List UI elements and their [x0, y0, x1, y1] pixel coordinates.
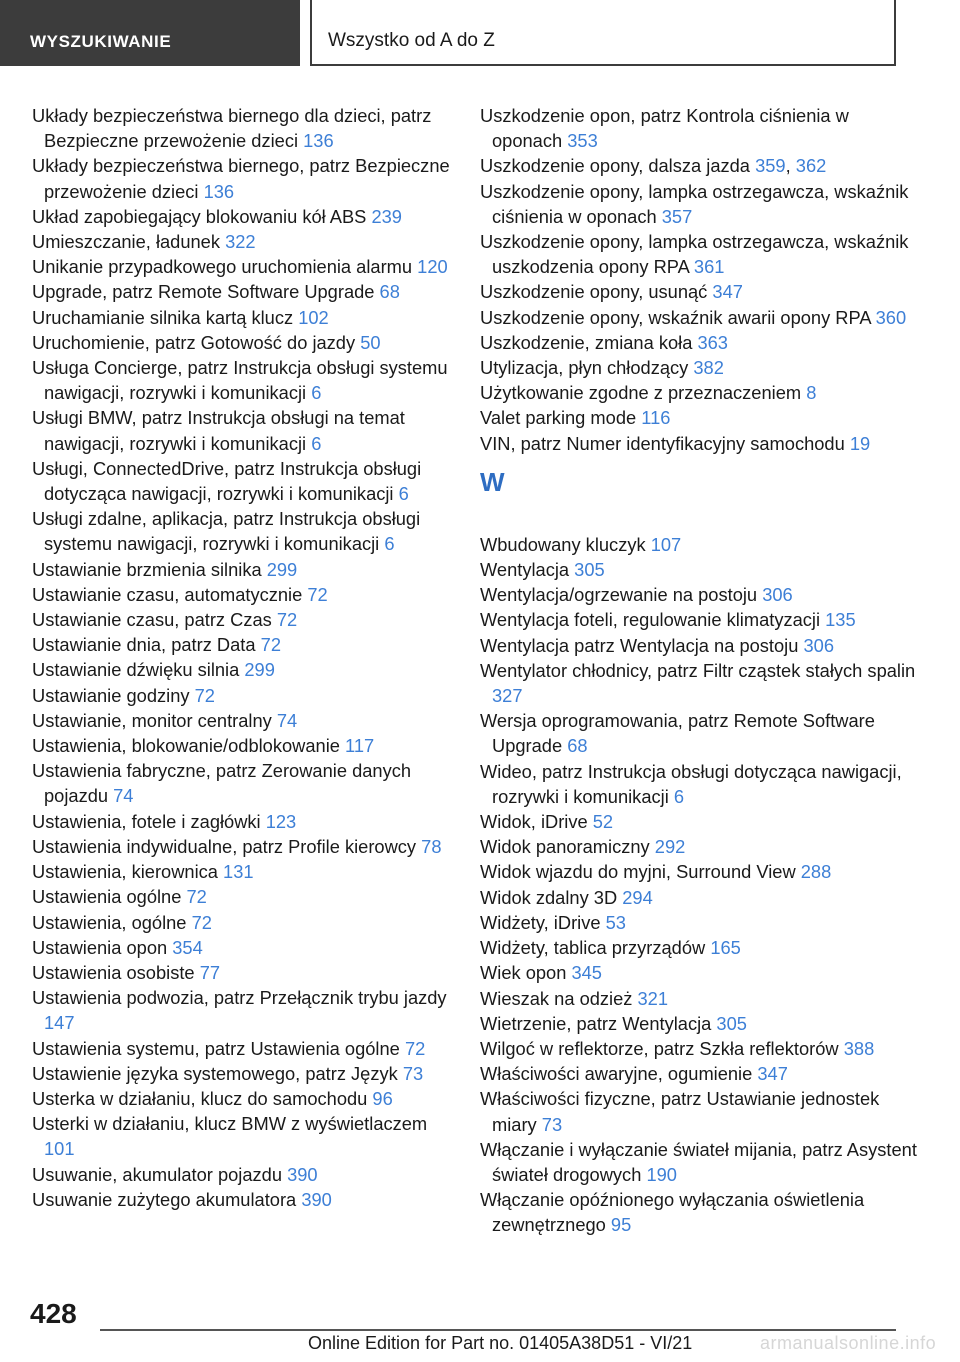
index-entry — [32, 1061, 462, 1086]
index-entry — [480, 1086, 920, 1136]
page-ref-link[interactable]: 72 — [186, 886, 207, 908]
page-ref-link[interactable]: 135 — [825, 609, 856, 631]
index-group-w — [480, 532, 920, 1238]
page-ref-link[interactable]: 305 — [574, 559, 605, 581]
index-entry-text: Wentylator chłodnicy, patrz Filtr cząstek stałych spalin — [480, 659, 916, 681]
index-entry-text: Unikanie przypadkowego uruchomienia alarmu — [32, 256, 413, 278]
page-ref-link[interactable]: 361 — [693, 256, 725, 278]
index-entry — [480, 1011, 920, 1036]
page-ref-link[interactable]: 136 — [203, 180, 235, 202]
index-entry — [480, 279, 920, 304]
index-entry — [32, 632, 462, 657]
index-entry — [480, 380, 920, 405]
index-entry-text: Ustawienia, kierownica — [32, 861, 218, 883]
index-entry-text: Wieszak na odzież — [480, 987, 633, 1009]
index-entry-text: Ustawienia, ogólne — [32, 911, 187, 933]
index-entry — [480, 153, 920, 178]
index-entry-text: Układ zapobiegający blokowaniu kół ABS — [32, 205, 367, 227]
page-ref-link[interactable]: 299 — [244, 659, 275, 681]
index-entry — [32, 657, 462, 682]
index-entry — [480, 229, 920, 279]
index-entry-text: Widok, iDrive — [480, 811, 588, 833]
page-ref-link[interactable]: 363 — [697, 331, 728, 353]
edition-info: Online Edition for Part no. 01405A38D51 - VI/21 — [308, 1333, 693, 1353]
page-ref-link[interactable]: 321 — [637, 987, 669, 1009]
index-entry-text: Valet parking mode — [480, 407, 637, 429]
index-entry-text: Ustawienia osobiste — [32, 961, 195, 983]
index-column-left — [32, 103, 462, 1212]
index-entry — [480, 658, 920, 708]
index-entry-text: Układy bezpieczeństwa biernego, patrz Bezpieczne przewożenie dzieci — [32, 155, 450, 202]
page-ref-link[interactable]: 239 — [371, 205, 402, 227]
page-ref-link[interactable]: 292 — [654, 836, 686, 858]
index-entry-text: Uszkodzenie opony, lampka ostrzegawcza, wskaźnik uszkodzenia opony RPA — [480, 231, 909, 278]
index-entry — [32, 884, 462, 909]
index-entry-text: Upgrade, patrz Remote Software Upgrade — [32, 281, 375, 303]
index-entry — [480, 557, 920, 582]
index-entry-text: VIN, patrz Numer identyfikacyjny samochodu — [480, 432, 845, 454]
chapter-title: Wszystko od A do Z — [310, 0, 896, 66]
index-entry — [32, 204, 462, 229]
index-entry — [32, 456, 462, 506]
page-ref-link[interactable]: 19 — [849, 432, 871, 454]
index-entry-text: Wietrzenie, patrz Wentylacja — [480, 1012, 712, 1034]
index-entry-text: Wentylacja foteli, regulowanie klimatyzacji — [480, 609, 821, 631]
page-ref-link[interactable]: 294 — [622, 886, 653, 908]
index-entry — [480, 986, 920, 1011]
page-ref-link[interactable]: 382 — [693, 357, 724, 379]
page-ref-link[interactable]: 78 — [421, 835, 442, 857]
index-entry — [32, 557, 462, 582]
index-entry-text: Ustawienia, blokowanie/odblokowanie — [32, 735, 340, 757]
index-entry-text: Wersja oprogramowania, patrz Remote Software Upgrade — [480, 710, 875, 757]
index-entry — [32, 103, 462, 153]
footer-divider — [100, 1329, 896, 1331]
page-ref-link[interactable]: 6 — [398, 483, 409, 505]
index-entry — [480, 431, 920, 456]
page-ref-link[interactable]: 388 — [843, 1037, 875, 1059]
index-entry-text: Widok zdalny 3D — [480, 886, 618, 908]
page-ref-link[interactable]: 73 — [541, 1113, 563, 1135]
index-entry-text: Widok wjazdu do myjni, Surround View — [480, 861, 796, 883]
index-entry-text: Usterki w działaniu, klucz BMW z wyświetlaczem — [32, 1113, 428, 1135]
page-ref-link[interactable]: 72 — [307, 583, 328, 605]
page-ref-link[interactable]: 136 — [303, 130, 334, 152]
page-ref-link[interactable]: 190 — [646, 1163, 677, 1185]
page-ref-link[interactable]: 53 — [605, 911, 626, 933]
index-entry — [480, 582, 920, 607]
index-entry — [480, 708, 920, 758]
index-entry-text: Włączanie i wyłączanie świateł mijania, patrz Asystent świateł drogowych — [480, 1138, 917, 1185]
page-ref-link[interactable]: 6 — [311, 382, 322, 404]
index-entry — [32, 229, 462, 254]
index-entry — [480, 103, 920, 153]
index-entry-text: Ustawianie godziny — [32, 684, 190, 706]
index-entry-text: Umieszczanie, ładunek — [32, 231, 220, 253]
page-ref-link[interactable]: 165 — [710, 937, 741, 959]
index-entry-text: Uruchamianie silnika kartą klucz — [32, 306, 294, 328]
index-entry — [32, 607, 462, 632]
page-ref-link[interactable]: 77 — [199, 961, 221, 983]
index-entry-text: Uszkodzenie, zmiana koła — [480, 331, 693, 353]
index-entry-text: Ustawienia systemu, patrz Ustawienia ogólne — [32, 1037, 400, 1059]
page-header — [0, 0, 960, 66]
page-ref-link[interactable]: 6 — [384, 533, 395, 555]
page-ref-link[interactable]: 8 — [806, 382, 817, 404]
page-ref-link[interactable]: 73 — [402, 1062, 424, 1084]
page-ref-link[interactable]: 72 — [194, 684, 215, 706]
index-entry — [32, 355, 462, 405]
page-ref-link[interactable]: 327 — [492, 685, 523, 707]
index-entry — [32, 708, 462, 733]
page-ref-link[interactable]: 345 — [571, 962, 602, 984]
page-ref-link[interactable]: 72 — [276, 609, 298, 631]
index-entry-text: Wbudowany kluczyk — [480, 533, 646, 555]
index-entry — [32, 1162, 462, 1187]
page-ref-link[interactable]: 123 — [265, 810, 297, 832]
index-entry — [480, 1187, 920, 1237]
index-entry — [480, 1061, 920, 1086]
page-ref-link[interactable]: 347 — [712, 281, 743, 303]
index-entry — [480, 179, 920, 229]
page-ref-link[interactable]: 68 — [379, 281, 400, 303]
index-entry-text: Wentylacja/ogrzewanie na postoju — [480, 584, 758, 606]
index-entry — [32, 834, 462, 859]
page-ref-link[interactable]: 95 — [610, 1214, 632, 1236]
index-entry-text: Utylizacja, płyn chłodzący — [480, 357, 689, 379]
page-ref-link[interactable]: 96 — [372, 1087, 393, 1109]
index-entry — [32, 254, 462, 279]
index-entry — [480, 935, 920, 960]
index-entry-text: Usterka w działaniu, klucz do samochodu — [32, 1087, 368, 1109]
page-ref-link[interactable]: 322 — [225, 231, 256, 253]
index-entry — [480, 910, 920, 935]
index-entry — [32, 910, 462, 935]
page-ref-link[interactable]: 50 — [360, 331, 381, 353]
index-entry — [32, 1086, 462, 1111]
index-entry-text: Wentylacja patrz Wentylacja na postoju — [480, 634, 799, 656]
watermark: armanualsonline.info — [760, 1333, 937, 1353]
index-entry-text: Uruchomienie, patrz Gotowość do jazdy — [32, 331, 356, 353]
index-entry-text: Ustawianie brzmienia silnika — [32, 558, 262, 580]
index-entry — [32, 960, 462, 985]
index-entry — [480, 305, 920, 330]
page-ref-link[interactable]: 357 — [661, 205, 693, 227]
index-entry-text: Ustawianie czasu, patrz Czas — [32, 609, 272, 631]
index-entry-text: Ustawianie, monitor centralny — [32, 709, 272, 731]
page-ref-link[interactable]: 354 — [172, 936, 203, 958]
page-ref-link[interactable]: 72 — [260, 634, 281, 656]
index-entry-text: Uszkodzenie opony, wskaźnik awarii opony RPA — [480, 306, 871, 328]
index-entry — [480, 330, 920, 355]
index-entry-text: Włączanie opóźnionego wyłączania oświetlenia zewnętrznego — [480, 1189, 865, 1236]
index-entry — [32, 1036, 462, 1061]
page-ref-link[interactable]: 52 — [592, 811, 614, 833]
index-entry — [32, 305, 462, 330]
page-ref-link[interactable]: 74 — [113, 785, 134, 807]
page-ref-link[interactable]: 390 — [287, 1163, 318, 1185]
index-entry-text: Uszkodzenie opony, lampka ostrzegawcza, wskaźnik ciśnienia w oponach — [480, 180, 909, 227]
index-entry — [32, 330, 462, 355]
index-entry — [480, 960, 920, 985]
index-entry-text: Uszkodzenie opony, usunąć — [480, 281, 708, 303]
index-entry-text: Wentylacja — [480, 559, 570, 581]
section-letter: W — [480, 466, 505, 497]
page-ref-link[interactable]: 6 — [311, 432, 322, 454]
page-ref-link[interactable]: 102 — [298, 306, 329, 328]
index-entry — [32, 153, 462, 203]
page-ref-link[interactable]: 68 — [567, 735, 588, 757]
index-entry — [480, 607, 920, 632]
index-entry — [32, 1187, 462, 1212]
index-entry — [480, 885, 920, 910]
index-entry — [480, 633, 920, 658]
page-ref-link[interactable]: 72 — [404, 1037, 426, 1059]
index-entry — [32, 758, 462, 808]
page-ref-link[interactable]: 353 — [567, 130, 598, 152]
index-entry — [480, 1137, 920, 1187]
page-ref-link[interactable]: 131 — [223, 861, 254, 883]
index-entry-text: Właściwości awaryjne, ogumienie — [480, 1063, 753, 1085]
index-entry — [480, 859, 920, 884]
index-entry-text: Wilgoć w reflektorze, patrz Szkła reflektorów — [480, 1037, 839, 1059]
page-ref-link[interactable]: 147 — [44, 1012, 75, 1034]
index-entry — [480, 809, 920, 834]
index-entry-text: Wideo, patrz Instrukcja obsługi dotycząca nawigacji, rozrywki i komunikacji — [480, 760, 902, 807]
index-entry — [480, 532, 920, 557]
index-group-uv — [480, 103, 920, 456]
index-entry — [480, 355, 920, 380]
index-entry-text: Usuwanie, akumulator pojazdu — [32, 1163, 282, 1185]
index-entry — [480, 1036, 920, 1061]
index-entry-text: Usługi BMW, patrz Instrukcja obsługi na temat nawigacji, rozrywki i komunikacji — [32, 407, 405, 454]
page-ref-link[interactable]: 117 — [345, 735, 375, 757]
section-letter-gap — [480, 507, 920, 532]
ref-separator: , — [785, 155, 791, 177]
index-entry — [32, 582, 462, 607]
index-entry — [32, 279, 462, 304]
page-ref-link[interactable]: 299 — [266, 558, 298, 580]
page-ref-link[interactable]: 120 — [417, 256, 448, 278]
index-entry — [32, 809, 462, 834]
index-entry — [32, 859, 462, 884]
page-ref-link[interactable]: 306 — [762, 584, 793, 606]
index-entry-text: Widżety, tablica przyrządów — [480, 937, 706, 959]
index-entry-text: Ustawienia podwozia, patrz Przełącznik trybu jazdy — [32, 987, 447, 1009]
index-entry — [480, 405, 920, 430]
index-entry-text: Ustawienia indywidualne, patrz Profile kierowcy — [32, 835, 417, 857]
section-title: WYSZUKIWANIE — [0, 0, 300, 66]
index-entry-text: Układy bezpieczeństwa biernego dla dzieci, patrz Bezpieczne przewożenie dzieci — [32, 105, 432, 152]
index-entry-text: Wiek opon — [480, 962, 567, 984]
page-number: 428 — [30, 1298, 77, 1329]
page-ref-link[interactable]: 359 — [755, 155, 786, 177]
index-entry-text: Ustawianie dźwięku silnia — [32, 659, 240, 681]
page-ref-link[interactable]: 107 — [650, 533, 682, 555]
page-ref-link[interactable]: 390 — [301, 1188, 332, 1210]
index-entry-text: Uszkodzenie opony, dalsza jazda — [480, 155, 750, 177]
page-ref-link[interactable]: 288 — [800, 861, 832, 883]
page-ref-link[interactable]: 362 — [795, 155, 827, 177]
index-entry-text: Ustawienie języka systemowego, patrz Język — [32, 1062, 398, 1084]
index-entry-text: Właściwości fizyczne, patrz Ustawianie jednostek miary — [480, 1088, 880, 1135]
page-ref-link[interactable]: 306 — [803, 634, 835, 656]
page-ref-link[interactable]: 360 — [875, 306, 907, 328]
index-entry-text: Usługi zdalne, aplikacja, patrz Instrukcja obsługi systemu nawigacji, rozrywki i komunikacji — [32, 508, 421, 555]
index-entry-text: Uszkodzenie opon, patrz Kontrola ciśnienia w oponach — [480, 105, 849, 152]
page-ref-link[interactable]: 6 — [673, 785, 685, 807]
index-column-right — [480, 103, 920, 1238]
index-entry — [480, 759, 920, 809]
index-entry-text: Widżety, iDrive — [480, 911, 601, 933]
index-entry-text: Użytkowanie zgodne z przeznaczeniem — [480, 382, 802, 404]
index-entry — [32, 1111, 462, 1161]
index-entry-text: Ustawianie czasu, automatycznie — [32, 583, 303, 605]
page-ref-link[interactable]: 72 — [191, 911, 212, 933]
index-entry-text: Widok panoramiczny — [480, 836, 650, 858]
index-entry-text: Ustawienia ogólne — [32, 886, 182, 908]
page-ref-link[interactable]: 116 — [641, 407, 671, 429]
index-entry — [32, 985, 462, 1035]
index-entry-text: Ustawienia, fotele i zagłówki — [32, 810, 261, 832]
index-entry-text: Ustawianie dnia, patrz Data — [32, 634, 256, 656]
index-entry — [32, 405, 462, 455]
index-entry-text: Usuwanie zużytego akumulatora — [32, 1188, 297, 1210]
index-entry — [32, 935, 462, 960]
index-entry — [32, 733, 462, 758]
index-entry-text: Usługa Concierge, patrz Instrukcja obsługi systemu nawigacji, rozrywki i komunikacji — [32, 357, 448, 404]
page-ref-link[interactable]: 101 — [44, 1138, 75, 1160]
index-entry — [32, 506, 462, 556]
index-entry — [480, 834, 920, 859]
page-ref-link[interactable]: 305 — [716, 1012, 747, 1034]
index-entry-text: Usługi, ConnectedDrive, patrz Instrukcja obsługi dotycząca nawigacji, rozrywki i komunikacji — [32, 457, 422, 505]
page-ref-link[interactable]: 74 — [276, 709, 298, 731]
index-entry-text: Ustawienia fabryczne, patrz Zerowanie danych pojazdu — [32, 760, 412, 807]
index-entry-text: Ustawienia opon — [32, 936, 168, 958]
index-entry — [32, 683, 462, 708]
page-ref-link[interactable]: 347 — [757, 1063, 788, 1085]
